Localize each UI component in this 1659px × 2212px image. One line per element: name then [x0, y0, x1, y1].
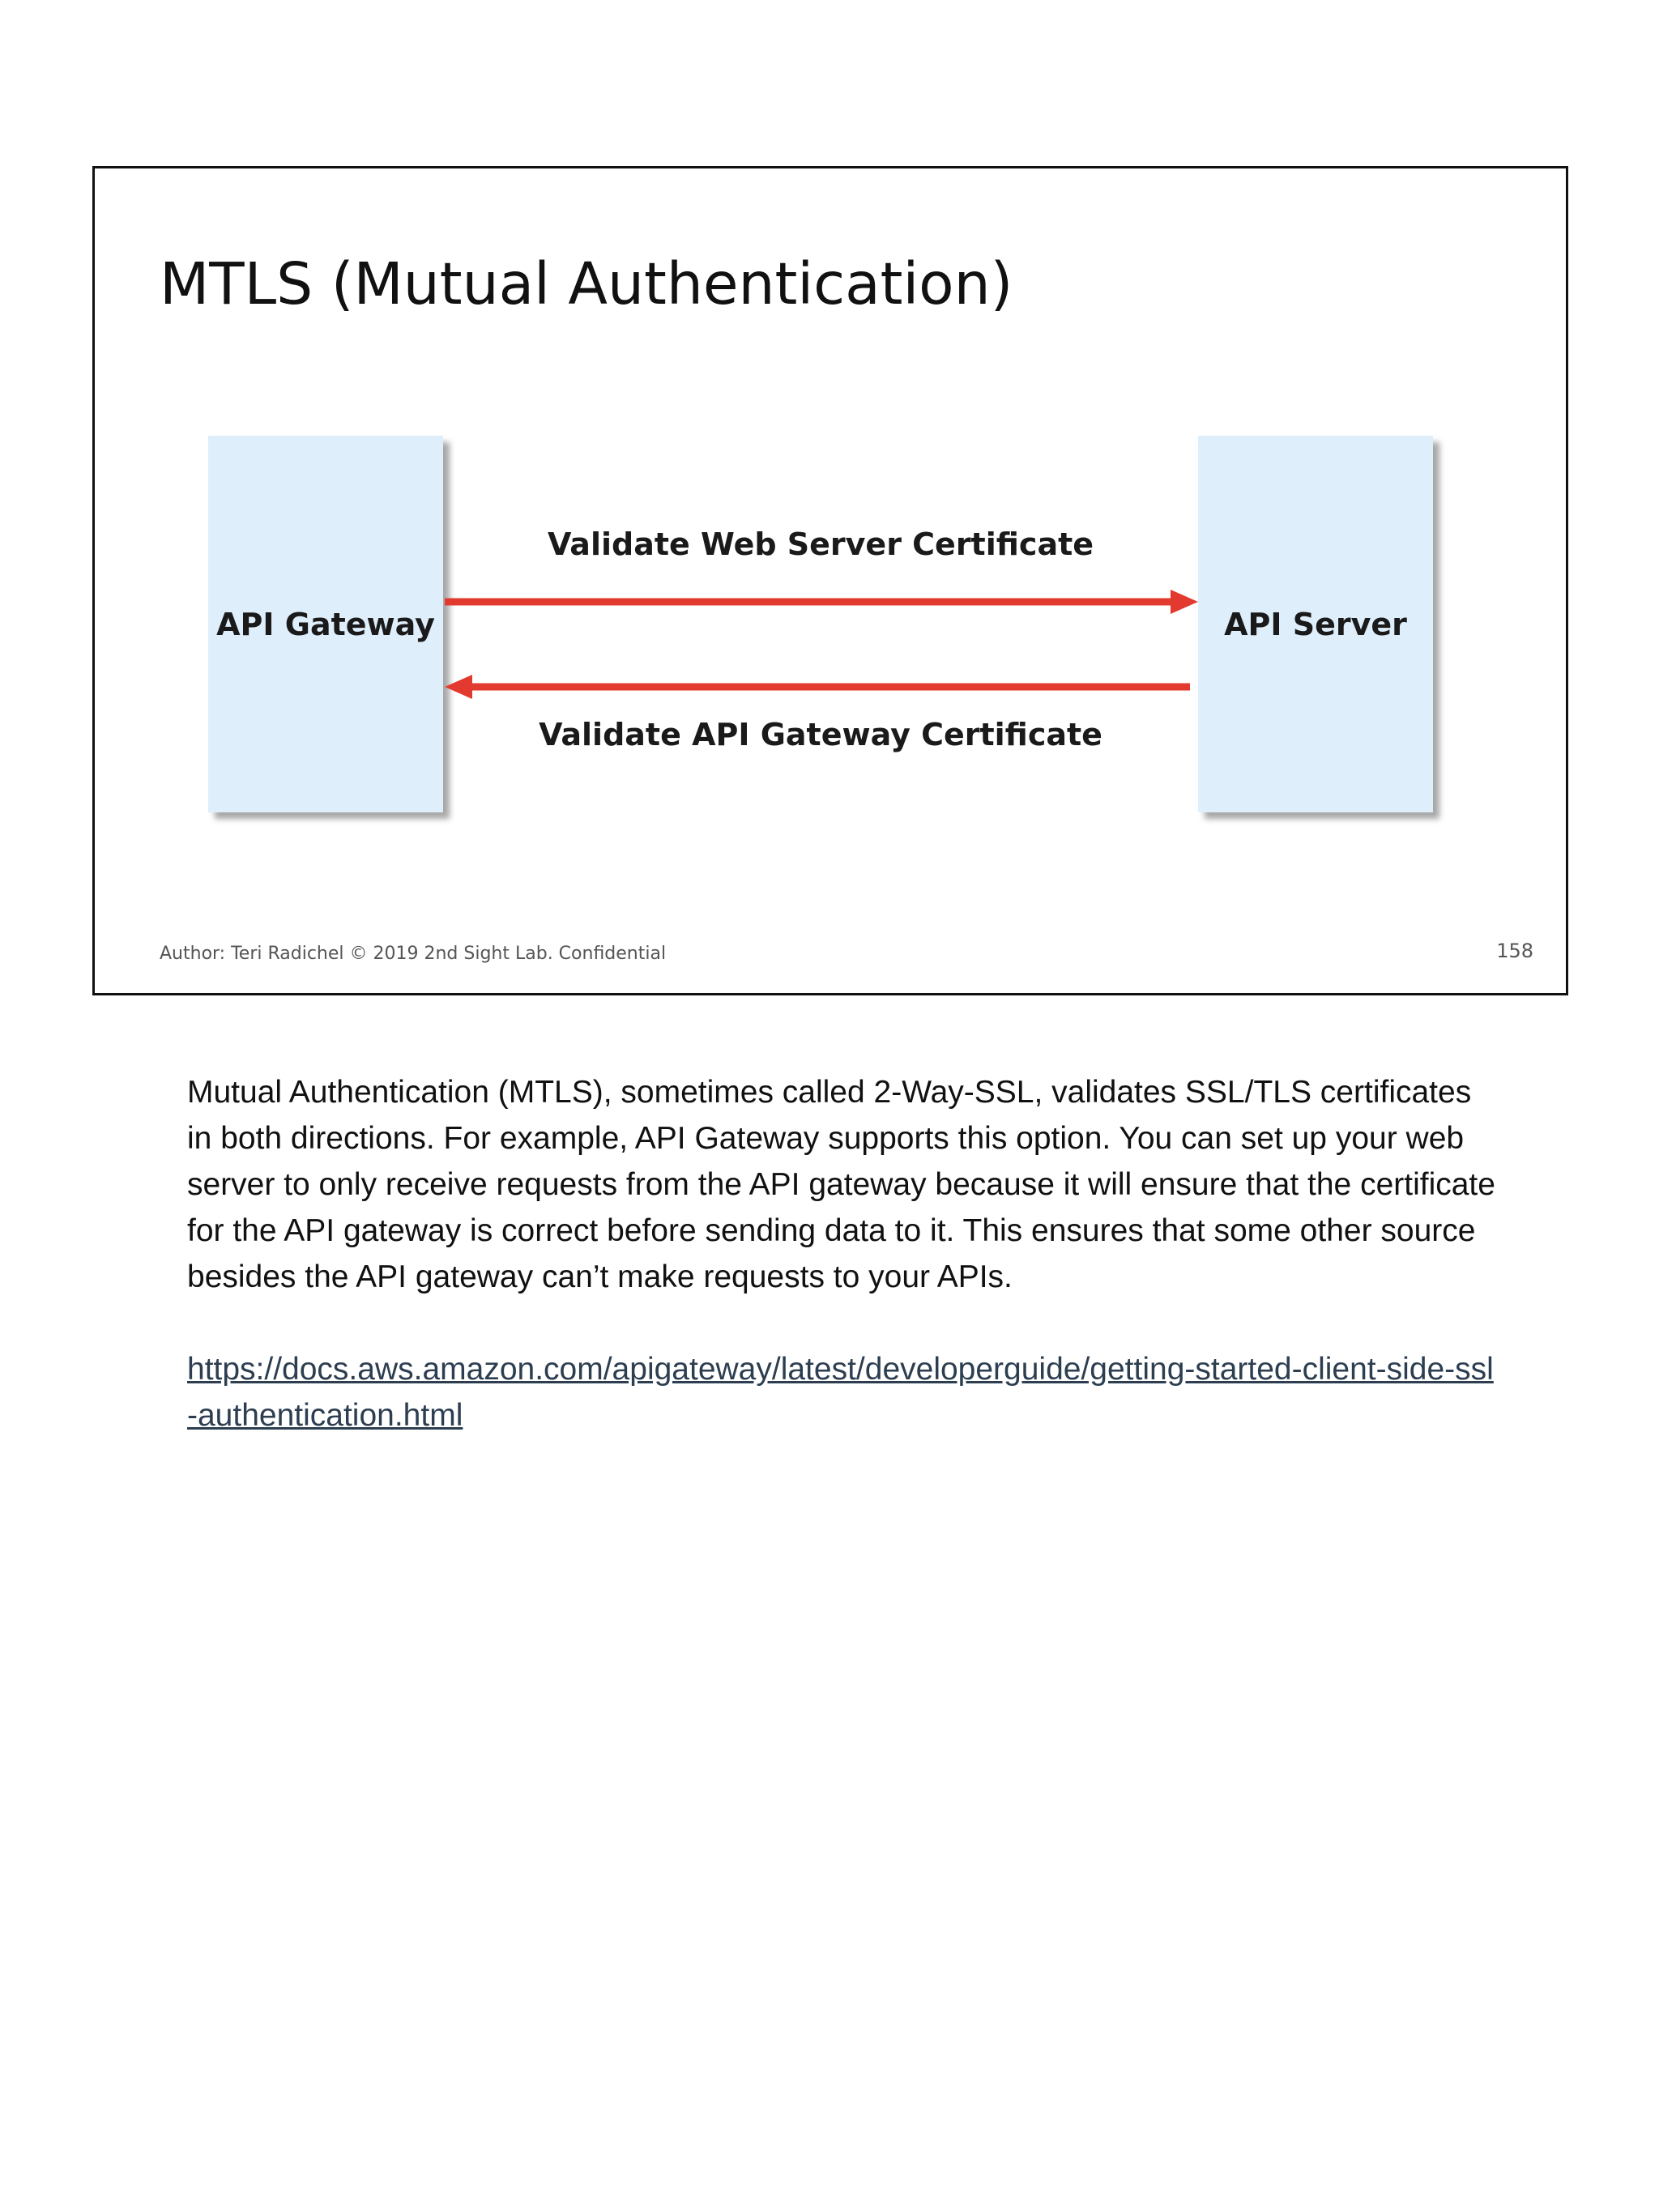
- slide-title: MTLS (Mutual Authentication): [160, 250, 1013, 318]
- arrow-to-server: [445, 590, 1198, 614]
- api-server-label: API Server: [1224, 606, 1407, 642]
- arrow-to-gateway: [445, 675, 1190, 699]
- notes-link-paragraph: [187, 1346, 1499, 1438]
- aws-docs-link[interactable]: https://docs.aws.amazon.com/apigateway/latest/developerguide/getting-started-client-side-ssl-authentication.html: [187, 1352, 1494, 1433]
- validate-server-cert-label: Validate Web Server Certificate: [547, 526, 1094, 562]
- slide-frame: [92, 166, 1568, 995]
- api-server-box: [1198, 436, 1433, 812]
- speaker-notes: [187, 1069, 1499, 1438]
- notes-paragraph: Mutual Authentication (MTLS), sometimes called 2-Way-SSL, validates SSL/TLS certificates in both directions. For example, API Gateway supports this option. You can set up your web server to only receive requests from the API gateway because it will ensure that the certificate for the API gateway is correct before sending data to it. This ensures that some other source besides the API gateway can’t make requests to your APIs.: [187, 1075, 1495, 1294]
- slide-footer-author: Author: Teri Radichel © 2019 2nd Sight Lab. Confidential: [160, 944, 667, 964]
- slide-page-number: 158: [1496, 940, 1533, 962]
- validate-gateway-cert-label: Validate API Gateway Certificate: [539, 717, 1102, 752]
- api-gateway-box: [208, 436, 443, 812]
- api-gateway-label: API Gateway: [216, 606, 435, 642]
